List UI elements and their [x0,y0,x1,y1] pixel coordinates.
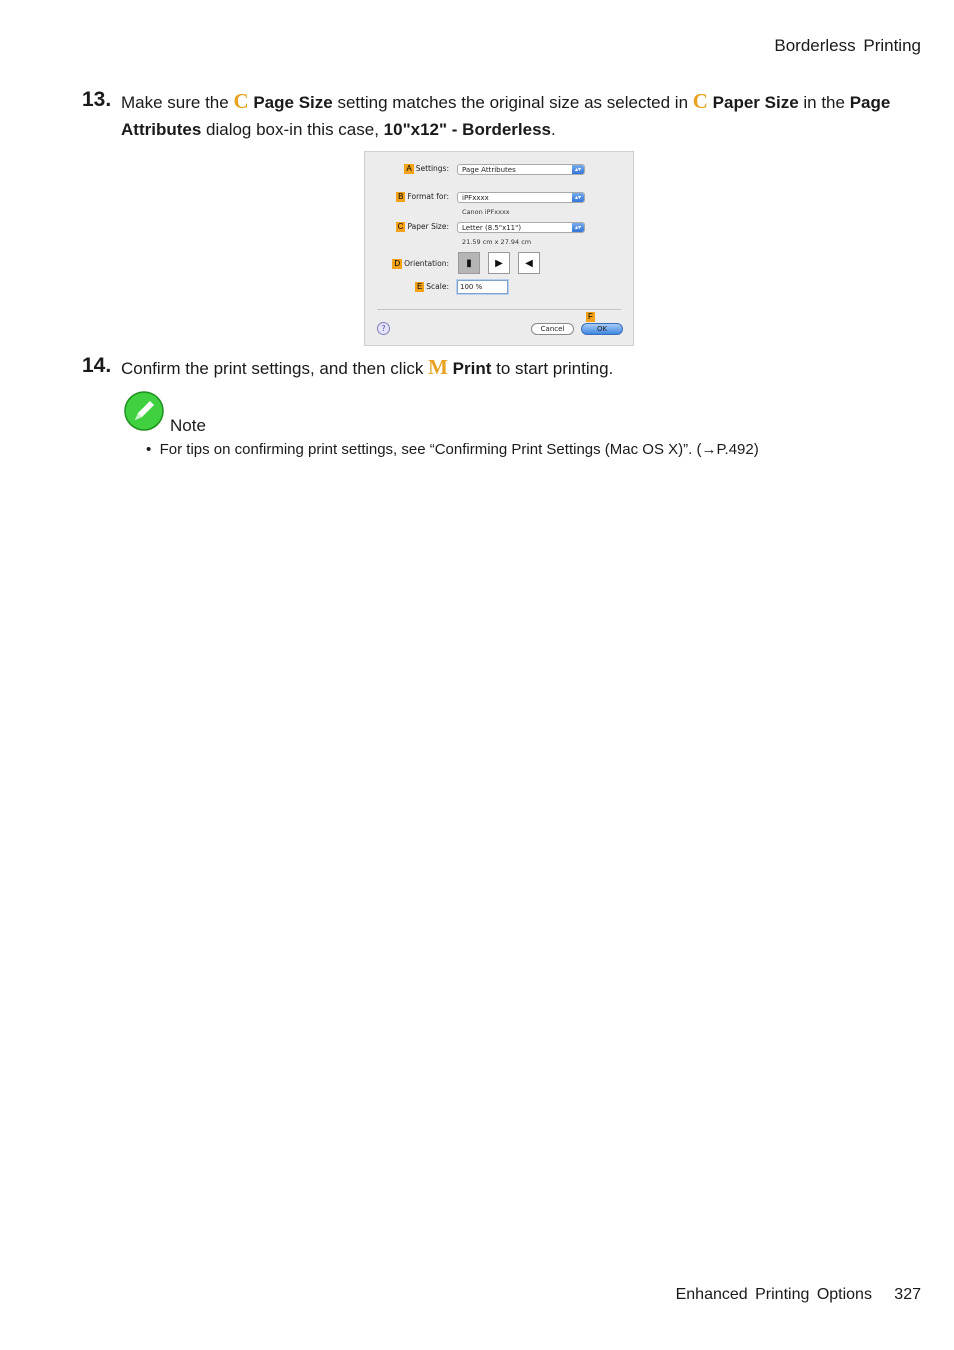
settings-label: A Settings: [406,164,449,173]
settings-popup[interactable]: Page Attributes ▴▾ [457,164,585,175]
ui-term: Print [447,359,492,378]
cancel-button[interactable]: Cancel [531,323,574,335]
page-attributes-dialog [364,151,634,346]
ui-term: Paper Size [707,93,799,112]
badge-d: D [394,259,401,268]
note-label: Note [170,416,206,435]
callout-marker: C [233,89,249,113]
orientation-reverse-landscape-button[interactable] [518,252,540,274]
page-footer [676,1286,921,1304]
help-icon[interactable]: ? [377,322,390,335]
ui-term: Page Attributes [121,93,891,139]
callout-marker: C [692,89,708,113]
paper-size-popup[interactable]: Letter (8.5"x11") ▴▾ [457,222,585,233]
reverse-landscape-icon: ◀ [525,257,533,269]
page-number: 327 [894,1286,921,1303]
step-text-run: . [551,120,556,139]
scale-label: E Scale: [416,282,449,291]
dialog-separator [377,309,621,310]
step-13-text [121,88,901,143]
step-text-run: Confirm the print settings, and then click [121,359,429,378]
popup-arrows-icon: ▴▾ [572,222,584,233]
bullet: • [146,441,152,458]
running-header: Borderless Printing [774,36,921,55]
orientation-portrait-button[interactable] [458,252,480,274]
badge-c: C [397,222,404,231]
landscape-icon: ▶ [495,257,503,269]
popup-arrows-icon: ▴▾ [572,192,584,203]
step-text-run: dialog box-in this case, [201,120,384,139]
step-13-number: 13. [82,88,112,111]
orientation-label: D Orientation: [394,259,449,268]
ok-button[interactable]: OK [581,323,623,335]
pencil-note-icon [123,390,165,432]
step-14-number: 14. [82,354,112,377]
step-text-run: Make sure the [121,93,234,112]
format-for-printer-name: Canon iPFxxxx [462,208,510,216]
step-text-run: setting matches the original size as selected in [332,93,693,112]
portrait-icon: ▮ [466,257,472,269]
badge-e: E [416,282,423,291]
scale-input[interactable]: 100 % [457,280,508,294]
paper-size-dimensions: 21.59 cm x 27.94 cm [462,238,532,246]
note-item [146,441,759,458]
badge-b: B [398,192,404,201]
popup-arrows-icon: ▴▾ [572,164,584,175]
badge-a: A [406,164,412,173]
callout-marker: M [428,355,448,379]
step-14-text [121,354,901,382]
ui-term: 10"x12" - Borderless [383,120,551,139]
footer-chapter: Enhanced Printing Options [675,1286,872,1303]
orientation-landscape-button[interactable] [488,252,510,274]
format-for-popup[interactable]: iPFxxxx ▴▾ [457,192,585,203]
format-for-label: B Format for: [398,192,449,201]
step-text-run: in the [798,93,850,112]
paper-size-label: C Paper Size: [397,222,449,231]
badge-f: F [588,312,593,321]
note-item-text[interactable]: For tips on confirming print settings, see “Confirming Print Settings (Mac OS X)”. (→P.492) [159,441,759,458]
step-text-run: to start printing. [491,359,614,378]
ui-term: Page Size [248,93,333,112]
